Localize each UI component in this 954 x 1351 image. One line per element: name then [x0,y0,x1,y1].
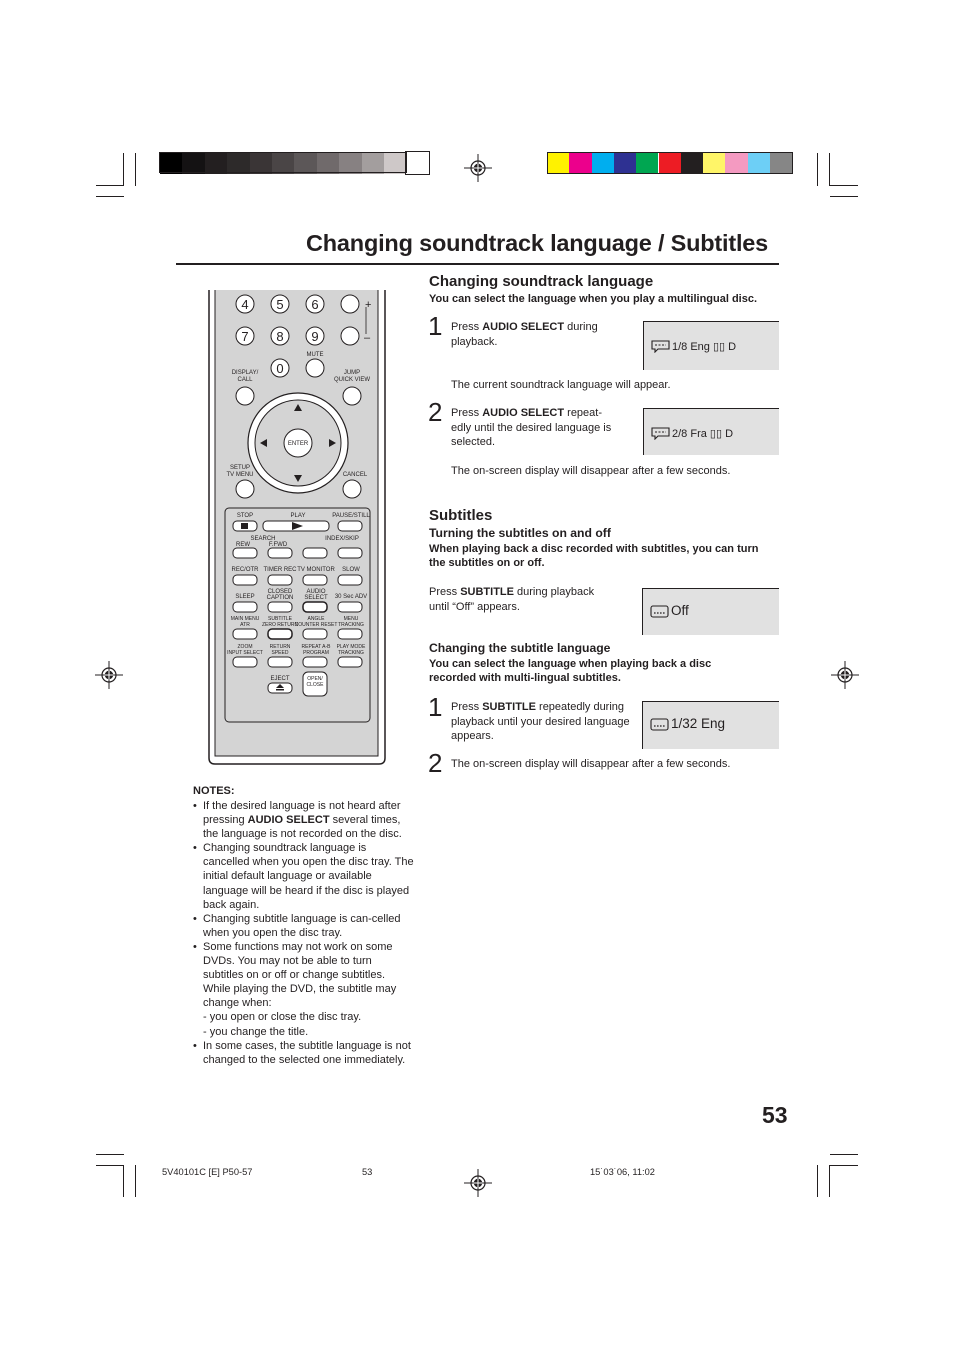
jump-label: JUMP [343,370,361,376]
skip-back-button [303,548,327,558]
rec-otr-label: REC/OTR [231,567,259,573]
slow-button [338,575,362,585]
jump-quick-view-button [343,387,361,405]
soundtrack-heading: Changing soundtrack language [429,273,654,290]
remote-control-illustration [205,290,390,770]
close-label: CLOSE [306,682,324,688]
notes-heading: NOTES: [193,785,235,797]
stop-icon [241,523,248,529]
quick-view-label: QUICK VIEW [333,377,371,383]
footer-center: 53 [362,1167,373,1177]
soundtrack-step1-text: Press AUDIO SELECT during playback. [451,321,598,348]
osd-soundtrack-1 [643,321,779,370]
registration-mark-left-icon [95,661,123,689]
osd-soundtrack-2-text: 2/8 Fra ▯▯ D [672,428,734,440]
audio-select-button [303,602,327,612]
osd-subtitle-off-text: Off [671,603,689,618]
stop-label: STOP [236,513,254,519]
rec-otr-button [233,575,257,585]
angle-label: ANGLE [307,616,325,622]
atr-label: ATR [240,622,250,628]
osd-subtitle-off [642,588,779,635]
subtitles-heading: Subtitles [429,507,493,524]
zoom-button [233,657,257,667]
subtitles-step2-text: The on-screen display will disappear after a few seconds. [451,758,731,770]
closed-label: CLOSED [267,589,293,595]
speed-label: SPEED [271,650,289,656]
audio-icon [651,427,670,440]
notes-list [193,799,415,1067]
cancel-label: CANCEL [342,472,368,478]
gray-swatch [406,152,428,174]
subtitle-label: SUBTITLE [268,616,292,622]
note-item: • If the desired language is not heard after pressing AUDIO SELECT several times, the language is not recorded on the disc. [203,799,415,841]
note-item: • In some cases, the subtitle language is not changed to the selected one immediately. [203,1039,415,1067]
subtitles-onoff-text: Press SUBTITLE during playback until “Off” appears. [429,586,595,613]
timer-rec-button [268,575,292,585]
title-rule [176,263,779,265]
main-menu-label: MAIN MENU [230,616,260,622]
counter-reset-label: COUNTER RESET [294,622,338,628]
select-label: SELECT [304,595,328,601]
zero-return-label: ZERO RETURN [261,622,299,628]
menu-button [338,629,362,639]
soundtrack-step2-text: Press AUDIO SELECT repeat-edly until the desired language is selected. [451,407,612,448]
pause-still-button [338,521,362,531]
soundtrack-intro: You can select the language when you play a multilingual disc. [429,293,758,305]
soundtrack-step2-result: The on-screen display will disappear after a few seconds. [451,465,731,477]
soundtrack-step1-result: The current soundtrack language will appear. [451,379,671,391]
minus-icon: – [364,332,371,344]
volume-down-button [341,327,359,345]
registration-mark-top-icon [464,154,492,182]
note-item: • Changing soundtrack language is cancelled when you open the disc tray. The initial default language or available language will be heard if the disc is played back again. [203,841,415,911]
mute-button [306,359,324,377]
repeat-label: REPEAT A-B [301,644,331,650]
sleep-button [233,602,257,612]
gray-bars-frame [159,152,407,173]
subtitles-change-intro: You can select the language when playing back a disc recorded with multi-lingual subtitles. [429,658,712,684]
call-label: CALL [237,377,253,383]
display-label: DISPLAY/ [231,370,259,376]
audio-label: AUDIO [306,589,326,595]
play-label: PLAY [290,513,306,519]
play-mode-label: PLAY MODE [336,644,366,650]
tv-menu-label: TV MENU [226,472,254,478]
main-menu-button [233,629,257,639]
tracking-down-label: TRACKING [338,650,364,656]
30-sec-adv-label: 30 Sec ADV [334,594,368,600]
page-number: 53 [762,1102,788,1128]
soundtrack-step2-number: 2 [428,397,443,427]
program-label: PROGRAM [303,650,329,656]
subtitle-button [268,629,292,639]
osd-soundtrack-1-text: 1/8 Eng ▯▯ D [672,341,737,353]
play-mode-button [338,657,362,667]
setup-label: SETUP [229,465,251,471]
audio-icon [651,340,670,353]
index-skip-label: INDEX/SKIP [325,536,359,542]
menu-label: MENU [343,616,359,622]
return-label: RETURN [269,644,291,650]
osd-subtitle-language-text: 1/32 Eng [671,716,726,731]
pause-label: PAUSE/STILL [332,513,370,519]
osd-subtitle-language [642,701,779,749]
rew-label: REW [236,542,250,548]
digit-7-label: 7 [241,329,249,344]
closed-caption-button [268,602,292,612]
note-item: • Changing subtitle language is can-celled when you open the disc tray. [203,912,415,940]
open-label: OPEN/ [307,676,323,682]
30-sec-adv-button [338,602,362,612]
ffwd-label: F.FWD [268,542,288,548]
volume-up-button [341,295,359,313]
mute-label: MUTE [306,352,324,358]
registration-mark-bottom-icon [464,1169,492,1197]
enter-label: ENTER [287,441,309,447]
registration-mark-right-icon [831,661,859,689]
eject-label: EJECT [270,676,290,682]
tv-monitor-label: TV MONITOR [297,567,335,573]
digit-0-label: 0 [276,361,284,376]
slow-label: SLOW [342,567,360,573]
footer-left: 5V40101C [E] P50-57 [162,1167,253,1177]
search-label: SEARCH [250,536,276,542]
digit-8-label: 8 [276,329,284,344]
digit-4-label: 4 [241,297,249,312]
caption-label: CAPTION [266,595,294,601]
color-bars-frame [547,152,793,174]
setup-button [236,480,254,498]
digit-5-label: 5 [276,297,284,312]
cancel-button [343,480,361,498]
tv-monitor-button [303,575,327,585]
subtitles-step2-number: 2 [428,748,443,778]
subtitle-icon [650,605,669,618]
plus-icon: + [365,299,372,311]
return-speed-button [268,657,292,667]
soundtrack-step1-number: 1 [428,311,443,341]
timer-rec-label: TIMER REC [263,567,297,573]
subtitle-icon [650,718,669,731]
subtitles-onoff-heading: Turning the subtitles on and off [429,526,611,540]
tracking-up-label: TRACKING [338,622,364,628]
digit-6-label: 6 [311,297,319,312]
repeat-button [303,657,327,667]
page-title: Changing soundtrack language / Subtitles [306,230,769,256]
subtitles-onoff-intro: When playing back a disc recorded with subtitles, you can turn the subtitles on or off. [429,543,759,569]
subtitles-step1-number: 1 [428,692,443,722]
ffwd-button [268,548,292,558]
subtitles-step1-text: Press SUBTITLE repeatedly during playback until your desired language appears. [451,701,630,742]
rew-button [233,548,257,558]
subtitles-change-heading: Changing the subtitle language [429,641,611,655]
notes-section [193,784,415,1067]
digit-9-label: 9 [311,329,319,344]
display-call-button [236,387,254,405]
zoom-label: ZOOM [237,644,253,650]
note-item: • Some functions may not work on some DVDs. You may not be able to turn subtitles on or off or change subtitles. While playing the DVD, the subtitle may change when: - you open or close the disc tray. - you change the title. [203,940,415,1039]
footer-right: 15˙03˙06, 11:02 [590,1167,655,1177]
angle-button [303,629,327,639]
input-select-label: INPUT SELECT [227,650,263,656]
sleep-label: SLEEP [235,594,255,600]
osd-soundtrack-2 [643,408,779,455]
skip-forward-button [338,548,362,558]
